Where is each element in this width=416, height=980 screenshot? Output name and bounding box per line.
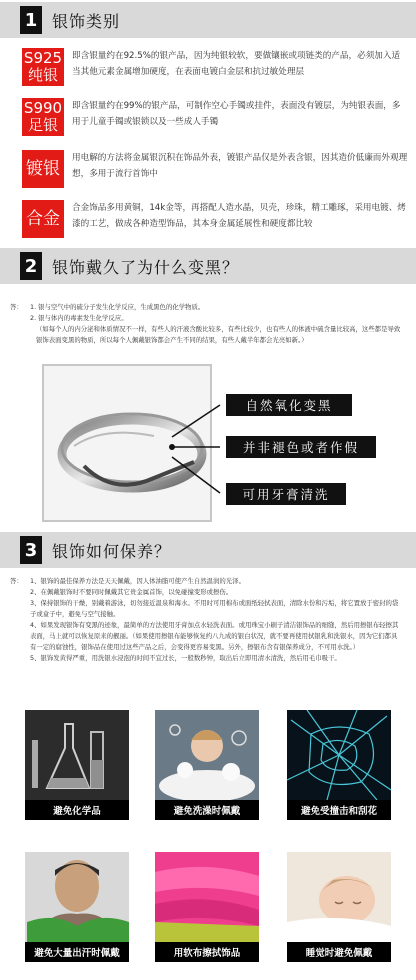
answer-label: 答： bbox=[10, 303, 23, 311]
broken-glass-icon bbox=[287, 710, 391, 800]
answer-label: 答： bbox=[10, 577, 23, 585]
section-number: 2 bbox=[20, 252, 42, 280]
tile-caption: 避免化学品 bbox=[25, 800, 129, 820]
bath-icon bbox=[155, 710, 259, 800]
section-header-why-black bbox=[0, 248, 416, 284]
type-row-s990 bbox=[0, 98, 416, 136]
tile-avoid-chemicals bbox=[25, 710, 129, 820]
tile-caption: 避免受撞击和刮花 bbox=[287, 800, 391, 820]
type-badge: S925 纯银 bbox=[23, 49, 63, 84]
answer-line: （如每个人的内分泌和体质情况不一样，有些人的汗液含酸比较多，有些比较少，也有些人的体液中硫含量比较高，这些都是导致银饰表面变黑的物质，所以每个人佩戴银饰都会产生不同的结果，有些人戴半年都会光亮如新。） bbox=[36, 325, 401, 344]
tile-avoid-sweat bbox=[25, 852, 129, 962]
callout-not-fake: 并非褪色或者作假 bbox=[226, 436, 376, 458]
flask-icon bbox=[25, 710, 129, 800]
section-title: 银饰戴久了为什么变黑？ bbox=[52, 257, 240, 277]
type-badge: 镀银 bbox=[22, 150, 64, 188]
callout-connector-lines bbox=[160, 395, 230, 505]
type-description: 即含银量约在99%的银产品，可制作空心手镯或挂件，表面没有镀层，为纯银表面，多用于儿童手镯或银锁以及一些成人手镯 bbox=[72, 101, 401, 127]
type-row-alloy bbox=[0, 200, 416, 238]
type-description: 即含银量约在92.5%的银产品，因为纯银较软，要做镶嵌或项链类的产品，必须加入适当其他元素金属增加硬度，在表面电镀白金层和抗过敏处理层 bbox=[72, 51, 401, 77]
callout-natural-oxidation: 自然氧化变黑 bbox=[226, 394, 352, 416]
section-number: 1 bbox=[20, 6, 42, 34]
type-row-s925 bbox=[0, 48, 416, 86]
answer-line: 5、银饰发黄得严重，用洗银水浸泡的时间不宜过长，一般数秒钟，取出后立即用清水清洗，然后用毛巾吸干。 bbox=[30, 654, 341, 662]
tile-avoid-impact bbox=[287, 710, 391, 820]
answer-why-black bbox=[10, 302, 408, 346]
answer-line: 4、如果发现银饰有变黑的迹象，最简单的方法使用牙膏加点水轻洗表面。或用珠宝小刷子清洁银饰品的细缝，然后用擦银布轻擦其表面，马上就可以恢复原来的靓丽。（如果使用擦银布能够恢复约八九成的银白状况，就不要再使用拭银乳和洗银水，因为它们都具有一定的腐蚀性，银饰品在使用过这些产品之后，会变得更容易变黑。另外，擦银布含有银保养成分，不可用水洗。） bbox=[30, 621, 399, 651]
callout-toothpaste: 可用牙膏清洗 bbox=[226, 483, 346, 505]
answer-line: 1、银饰的最佳保养方法是天天佩戴，因人体油脂可使产生自然温润的光泽。 bbox=[30, 577, 245, 585]
answer-care bbox=[10, 576, 408, 664]
tile-avoid-sleep bbox=[287, 852, 391, 962]
tile-caption: 睡觉时避免佩戴 bbox=[287, 942, 391, 962]
tile-avoid-bath bbox=[155, 710, 259, 820]
section-header-types bbox=[0, 2, 416, 38]
sweat-icon bbox=[25, 852, 129, 942]
type-badge: 合金 bbox=[22, 200, 64, 238]
section-number: 3 bbox=[20, 536, 42, 564]
type-description: 用电解的方法将金属银沉积在饰品外表，镀银产品仅是外表含银，因其造价低廉而外观理想，多用于流行首饰中 bbox=[72, 153, 408, 179]
type-description: 合金饰品多用黄铜，14k金等，再搭配人造水晶，贝壳，珍珠，精工雕琢，采用电镀、烤漆的工艺，做成各种造型饰品，其本身金属延展性和硬度都比较 bbox=[72, 203, 406, 229]
tile-caption: 避免大量出汗时佩戴 bbox=[25, 942, 129, 962]
tile-caption: 用软布擦拭饰品 bbox=[155, 942, 259, 962]
type-row-plated bbox=[0, 150, 416, 188]
type-badge: S990 足银 bbox=[23, 99, 63, 134]
tile-soft-cloth bbox=[155, 852, 259, 962]
answer-line: 3、保持银饰的干燥，别戴着游泳，切勿接近温泉和海水。不用时可用棉布或面纸轻拭表面，清除水份和污垢，将它置放于密封的袋子或盒子中，避免与空气接触。 bbox=[30, 599, 399, 618]
section-title: 银饰类别 bbox=[52, 11, 121, 31]
section-title: 银饰如何保养？ bbox=[52, 541, 172, 561]
tile-caption: 避免洗澡时佩戴 bbox=[155, 800, 259, 820]
answer-line: 1. 银与空气中的硫分子发生化学反应，生成黑色的化学物质。 bbox=[30, 303, 205, 311]
soft-cloth-icon bbox=[155, 852, 259, 942]
answer-line: 2. 银与体内的毒素发生化学反应。 bbox=[30, 314, 128, 322]
answer-line: 2、在佩戴银饰时不要同时佩戴其它贵金属首饰，以免碰撞变形或擦伤。 bbox=[30, 588, 233, 596]
sleep-icon bbox=[287, 852, 391, 942]
section-header-care bbox=[0, 532, 416, 568]
